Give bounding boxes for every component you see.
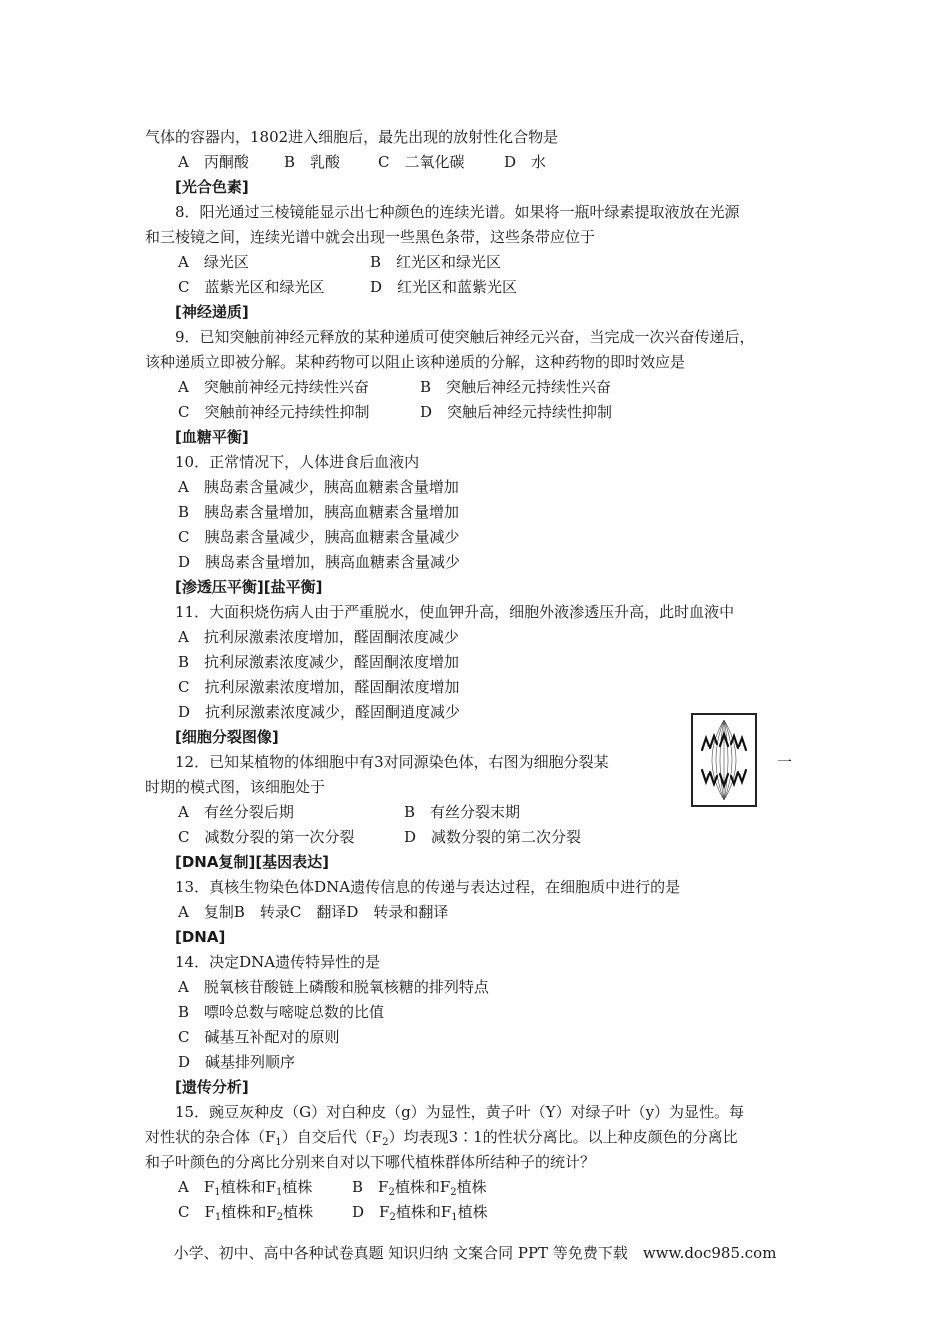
q12-stem-line2: 时期的模式图，该细胞处于 [145,778,326,796]
q7-option-a: A 丙酮酸 [178,153,249,171]
section-heading-genetics: [遗传分析] [175,1078,249,1096]
q13-stem: 13．真核生物染色体DNA遗传信息的传递与表达过程，在细胞质中进行的是 [175,878,681,896]
q11-option-c: C 抗利尿激素浓度增加，醛固酮浓度增加 [178,678,460,696]
q9-option-b: B 突触后神经元持续性兴奋 [420,378,612,396]
q8-option-d: D 红光区和蓝紫光区 [370,278,518,296]
section-heading-osmotic: [渗透压平衡][盐平衡] [175,578,323,596]
q10-option-a: A 胰岛素含量减少，胰高血糖素含量增加 [178,478,459,496]
q10-stem: 10．正常情况下，人体进食后血液内 [175,453,420,471]
q9-stem-line1: 9．已知突触前神经元释放的某种递质可使突触后神经元兴奋，当完成一次兴奋传递后， [175,328,755,346]
q8-stem-line2: 和三棱镜之间，连续光谱中就会出现一些黑色条带，这些条带应位于 [145,228,596,246]
q12-option-b: B 有丝分裂末期 [404,803,521,821]
q12-option-a: A 有丝分裂后期 [178,803,294,821]
q15-option-c: C $F_1$植株和$F_2$植株 [178,1203,314,1223]
q14-option-d: D 碱基排列顺序 [178,1053,296,1071]
q15-option-a: A $F_1$植株和$F_1$植株 [178,1178,313,1198]
q12-stem-line1: 12．已知某植物的体细胞中有3对同源染色体，右图为细胞分裂某 [175,753,609,771]
section-heading-neuro: [神经递质] [175,303,249,321]
q7-option-b: B 乳酸 [284,153,341,171]
q8-option-b: B 红光区和绿光区 [370,253,502,271]
q10-option-c: C 胰岛素含量减少，胰高血糖素含量减少 [178,528,460,546]
section-heading-pigment: [光合色素] [175,178,249,196]
q8-option-a: A 绿光区 [178,253,249,271]
q7-stem: 气体的容器内，1802进入细胞后，最先出现的放射性化合物是 [145,128,559,146]
cell-division-figure [690,712,758,808]
q14-option-b: B 嘌呤总数与嘧啶总数的比值 [178,1003,385,1021]
q14-stem: 14．决定DNA遗传特异性的是 [175,953,381,971]
q11-stem: 11．大面积烧伤病人由于严重脱水，使血钾升高，细胞外液渗透压升高，此时血液中 [175,603,735,621]
q9-option-c: C 突触前神经元持续性抑制 [178,403,370,421]
q15-option-b: B $F_2$植株和$F_2$植株 [352,1178,487,1198]
q13-options: A 复制B 转录C 翻译D 转录和翻译 [178,903,449,921]
q15-stem-line1: 15．豌豆灰种皮（G）对白种皮（g）为显性，黄子叶（Y）对绿子叶（y）为显性。每 [175,1103,745,1121]
q8-stem-line1: 8．阳光通过三棱镜能显示出七种颜色的连续光谱。如果将一瓶叶绿素提取液放在光源 [175,203,740,221]
q12-stem-line1-end: 一 [777,753,793,771]
section-heading-dna-replication: [DNA复制][基因表达] [175,853,330,871]
q11-option-b: B 抗利尿激素浓度减少，醛固酮浓度增加 [178,653,460,671]
q14-option-a: A 脱氧核苷酸链上磷酸和脱氧核糖的排列特点 [178,978,489,996]
q7-option-c: C 二氧化碳 [378,153,465,171]
q15-stem-line3: 和子叶颜色的分离比分别来自对以下哪代植株群体所结种子的统计？ [145,1153,596,1171]
q8-option-c: C 蓝紫光区和绿光区 [178,278,325,296]
section-heading-dna: [DNA] [175,928,226,946]
q7-option-d: D 水 [504,153,547,171]
q12-option-d: D 减数分裂的第二次分裂 [404,828,582,846]
q9-stem-line2: 该种递质立即被分解。某种药物可以阻止该种递质的分解，这种药物的即时效应是 [145,353,686,371]
page-footer: 小学、初中、高中各种试卷真题 知识归纳 文案合同 PPT 等免费下载 www.doc985.com [173,1244,777,1262]
q15-option-d: D $F_2$植株和$F_1$植株 [352,1203,488,1223]
q9-option-d: D 突触后神经元持续性抑制 [420,403,613,421]
q15-stem-line2: 对性状的杂合体$(F_1)$自交后代$(F_2)$均表现3∶1的性状分离比。以上种皮颜色的分离比 [145,1128,738,1148]
q9-option-a: A 突触前神经元持续性兴奋 [178,378,369,396]
q11-option-d: D 抗利尿激素浓度减少，醛固酮逍度减少 [178,703,461,721]
q12-option-c: C 减数分裂的第一次分裂 [178,828,355,846]
q10-option-b: B 胰岛素含量增加，胰高血糖素含量增加 [178,503,460,521]
section-heading-glucose: [血糖平衡] [175,428,249,446]
q10-option-d: D 胰岛素含量增加，胰高血糖素含量减少 [178,553,461,571]
q14-option-c: C 碱基互补配对的原则 [178,1028,340,1046]
section-heading-division: [细胞分裂图像] [175,728,279,746]
q11-option-a: A 抗利尿激素浓度增加，醛固酮浓度减少 [178,628,459,646]
